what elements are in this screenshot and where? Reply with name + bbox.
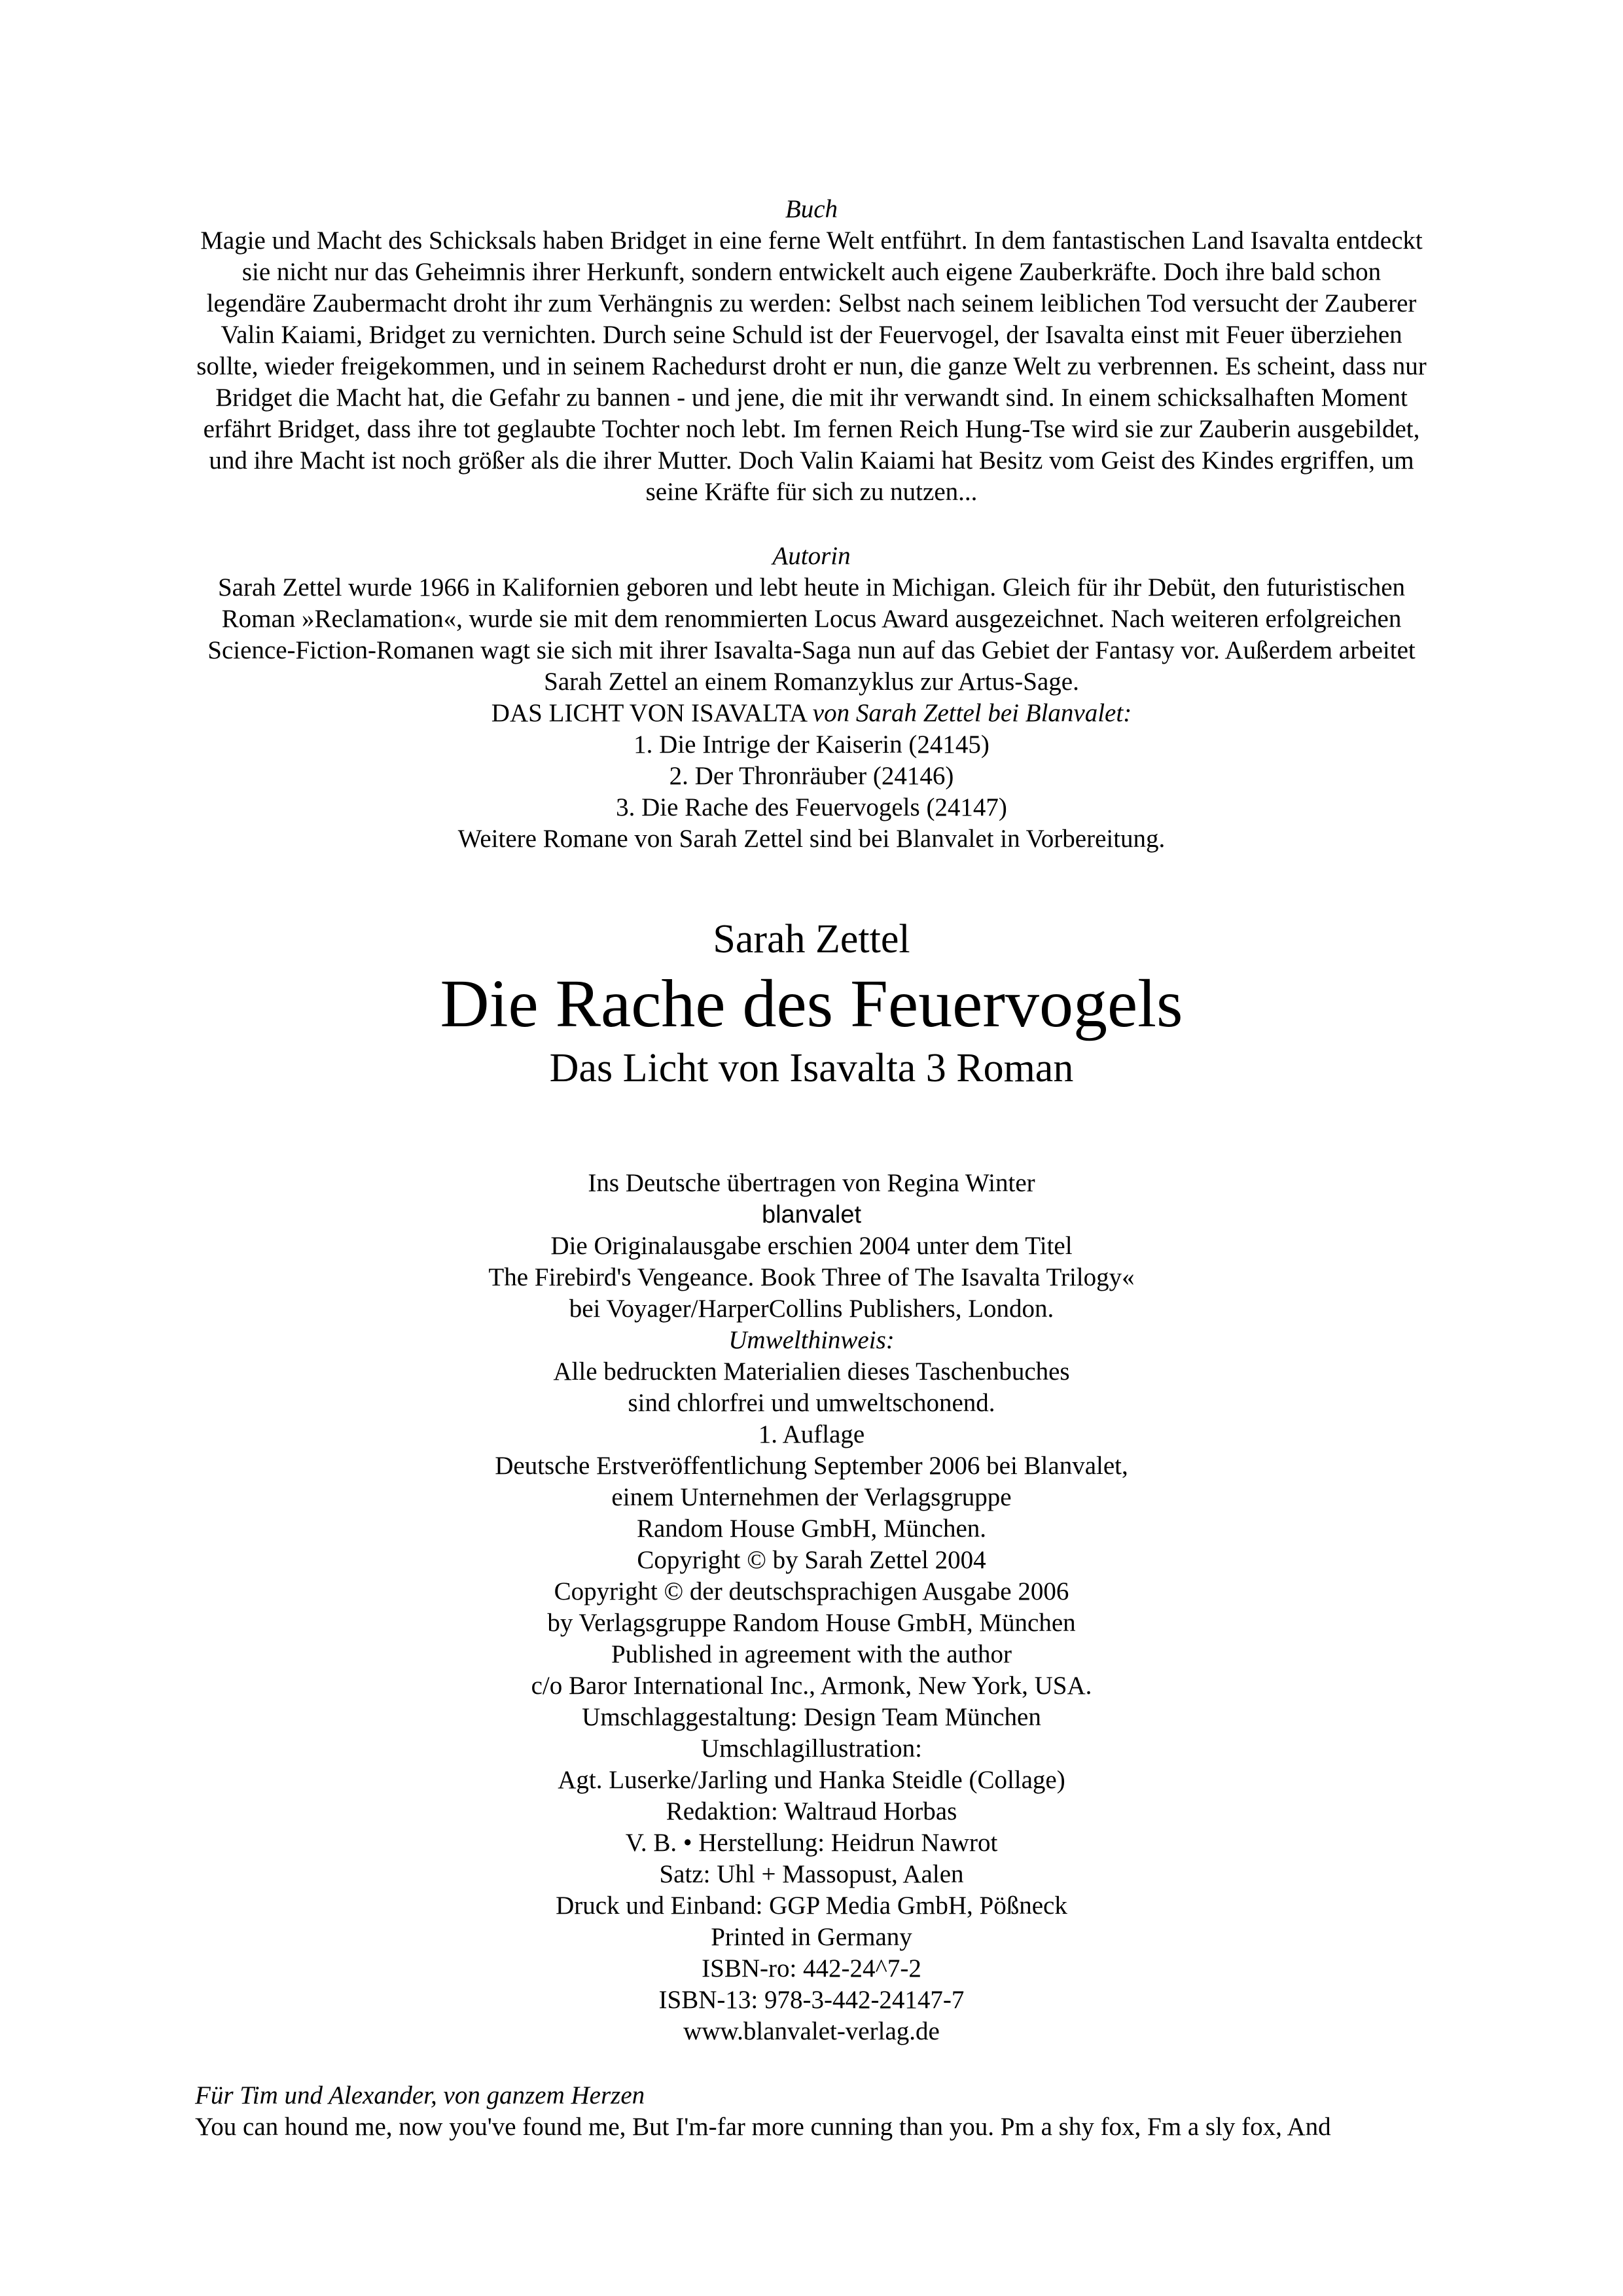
autorin-heading: Autorin <box>772 542 851 570</box>
credit-line: 1. Auflage <box>758 1420 865 1448</box>
series-book-2: 2. Der Thronräuber (24146) <box>669 762 954 790</box>
credit-line: Copyright © der deutschsprachigen Ausgabe 2006 <box>554 1577 1069 1605</box>
credit-line: Printed in Germany <box>711 1923 912 1951</box>
credit-line: Published in agreement with the author <box>611 1640 1012 1668</box>
title-page <box>195 913 1428 1094</box>
isbn-10-line: ISBN-ro: 442-24^7-2 <box>702 1954 921 1982</box>
dedication-text: Für Tim und Alexander, von ganzem Herzen <box>195 2081 645 2109</box>
original-line: The Firebird's Vengeance. Book Three of The Isavalta Trilogy« <box>488 1263 1135 1291</box>
epigraph-verse: You can hound me, now you've found me, But I'm-far more cunning than you. Pm a shy fox, Fm a sly fox, And <box>195 2113 1331 2141</box>
buch-section <box>195 194 1428 508</box>
more-novels-note: Weitere Romane von Sarah Zettel sind bei Blanvalet in Vorbereitung. <box>457 825 1166 853</box>
buch-heading: Buch <box>785 195 838 223</box>
series-title: DAS LICHT VON ISAVALTA <box>491 699 807 727</box>
website-line: www.blanvalet-verlag.de <box>683 2017 940 2045</box>
credit-line: c/o Baror International Inc., Armonk, New York, USA. <box>531 1672 1092 1700</box>
credit-line: V. B. • Herstellung: Heidrun Nawrot <box>625 1829 998 1857</box>
credit-line: Druck und Einband: GGP Media GmbH, Pößneck <box>556 1892 1067 1920</box>
credit-line: Agt. Luserke/Jarling und Hanka Steidle (Collage) <box>558 1766 1065 1794</box>
credit-line: sind chlorfrei und umweltschonend. <box>628 1389 995 1417</box>
original-line: Die Originalausgabe erschien 2004 unter dem Titel <box>550 1232 1073 1260</box>
buch-text: Magie und Macht des Schicksals haben Bridget in eine ferne Welt entführt. In dem fantastischen Land Isavalta entdeckt sie nicht nur das Geheimnis ihrer Herkunft, sondern entwickelt auch eigene Zauberkräfte. Doch ihre bald schon legendäre Zaubermacht droht ihr zum Verhängnis zu werden: Selbst nach seinem leiblichen Tod versucht der Zauberer Valin Kaiami, Bridget zu vernichten. Durch seine Schuld ist der Feuervogel, der Isavalta einst mit Feuer überziehen sollte, wieder freigekommen, und in seinem Rachedurst droht er nun, die ganze Welt zu verbrennen. Es scheint, dass nur Bridget die Macht hat, die Gefahr zu bannen - und jene, die mit ihr verwandt sind. In einem schicksalhaften Moment erfährt Bridget, dass ihre tot geglaubte Tochter noch lebt. Im fernen Reich Hung-Tse wird sie zur Zauberin ausgebildet, und ihre Macht ist noch größer als die ihrer Mutter. Doch Valin Kaiami hat Besitz vom Geist des Kindes ergriffen, um seine Kräfte für sich zu nutzen... <box>196 226 1427 506</box>
publisher-logo: blanvalet <box>761 1201 862 1229</box>
credit-line: Copyright © by Sarah Zettel 2004 <box>637 1546 986 1574</box>
credit-line: Umschlaggestaltung: Design Team München <box>582 1703 1041 1731</box>
imprint-credits <box>195 1168 1428 2047</box>
credit-line: Random House GmbH, München. <box>636 1515 987 1543</box>
original-line: bei Voyager/HarperCollins Publishers, London. <box>569 1295 1054 1323</box>
credit-line: by Verlagsgruppe Random House GmbH, München <box>547 1609 1076 1637</box>
author-name: Sarah Zettel <box>713 917 910 961</box>
series-book-1: 1. Die Intrige der Kaiserin (24145) <box>633 730 990 759</box>
credit-line: Deutsche Erstveröffentlichung September 2006 bei Blanvalet, <box>495 1452 1128 1480</box>
dedication-section <box>195 2080 1428 2143</box>
book-title: Die Rache des Feuervogels <box>440 966 1183 1041</box>
isbn-13-line: ISBN-13: 978-3-442-24147-7 <box>658 1986 965 2014</box>
credit-line: Satz: Uhl + Massopust, Aalen <box>659 1860 964 1888</box>
book-subtitle: Das Licht von Isavalta 3 Roman <box>549 1046 1074 1090</box>
autorin-section <box>195 541 1428 855</box>
credit-line: Alle bedruckten Materialien dieses Taschenbuches <box>553 1357 1070 1386</box>
credit-line: Redaktion: Waltraud Horbas <box>666 1797 957 1825</box>
umwelt-heading: Umwelthinweis: <box>728 1326 895 1354</box>
series-book-3: 3. Die Rache des Feuervogels (24147) <box>616 793 1007 821</box>
credit-line: Umschlagillustration: <box>701 1734 922 1763</box>
series-suffix: von Sarah Zettel bei Blanvalet: <box>812 699 1132 727</box>
series-line <box>195 698 1428 729</box>
credit-line: einem Unternehmen der Verlagsgruppe <box>611 1483 1012 1511</box>
translator-line: Ins Deutsche übertragen von Regina Winter <box>588 1169 1035 1197</box>
autorin-text: Sarah Zettel wurde 1966 in Kalifornien geboren und lebt heute in Michigan. Gleich für ihr Debüt, den futuristischen Roman »Reclamation«, wurde sie mit dem renommierten Locus Award ausgezeichnet. Nach weiteren erfolgreichen Science-Fiction-Romanen wagt sie sich mit ihrer Isavalta-Saga nun auf das Gebiet der Fantasy vor. Außerdem arbeitet Sarah Zettel an einem Romanzyklus zur Artus-Sage. <box>207 573 1416 696</box>
